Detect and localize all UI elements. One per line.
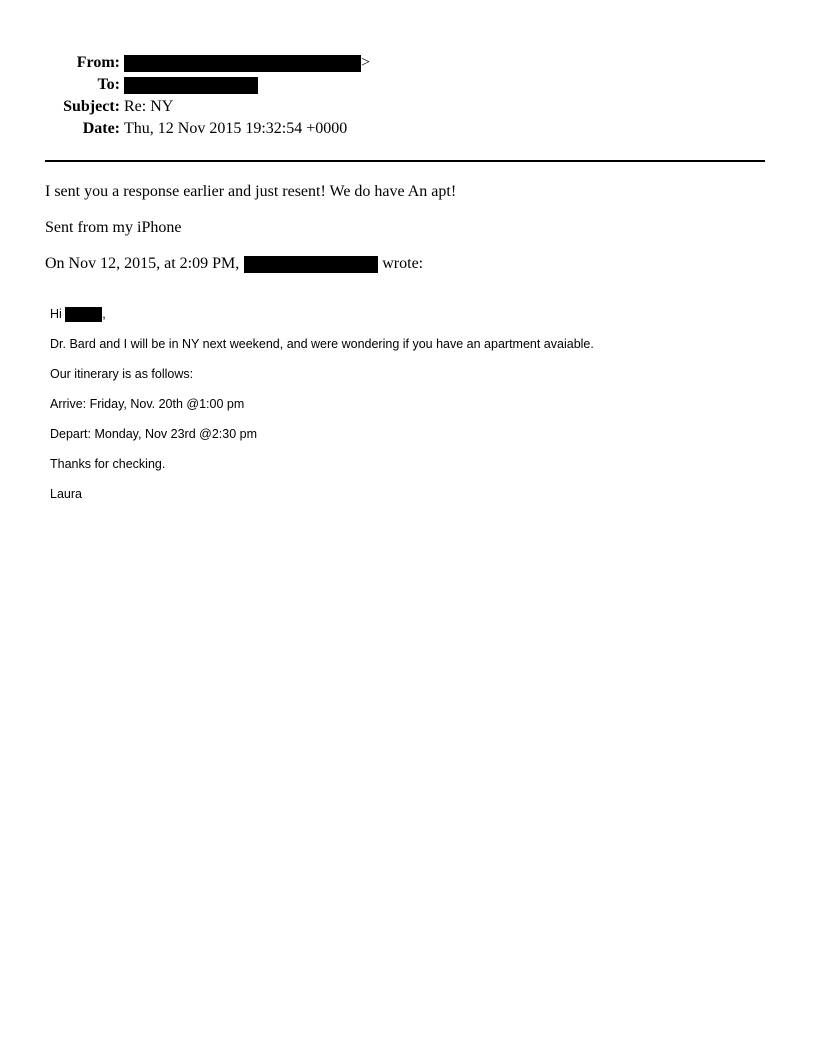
- subject-value: Re: NY: [124, 98, 174, 115]
- quoted-line-2: Our itinerary is as follows:: [50, 367, 194, 381]
- redaction-box: [124, 55, 361, 72]
- date-value: Thu, 12 Nov 2015 19:32:54 +0000: [124, 120, 348, 137]
- from-row: [0, 52, 816, 74]
- to-value: [124, 74, 258, 96]
- greeting-suffix: ,: [102, 307, 106, 321]
- redaction-box: [244, 256, 378, 273]
- header-divider: [45, 160, 765, 162]
- email-header: [0, 52, 816, 140]
- reply-attribution: [45, 254, 423, 274]
- subject-row: [0, 96, 816, 118]
- date-row: [0, 118, 816, 140]
- redaction-box: [65, 307, 102, 322]
- to-label: To:: [97, 76, 120, 93]
- greeting-prefix: Hi: [50, 307, 62, 321]
- quoted-line-5: Thanks for checking.: [50, 457, 166, 471]
- quoted-line-4: Depart: Monday, Nov 23rd @2:30 pm: [50, 427, 258, 441]
- from-suffix: >: [361, 54, 371, 71]
- subject-label: Subject:: [63, 98, 120, 115]
- quoted-greeting: [50, 306, 106, 322]
- quoted-line-1: Dr. Bard and I will be in NY next weekend, and were wondering if you have an apartment avaiable.: [50, 337, 594, 351]
- from-value: [124, 52, 370, 74]
- redaction-box: [124, 77, 258, 94]
- quoted-signature: Laura: [50, 487, 82, 501]
- attribution-prefix: On Nov 12, 2015, at 2:09 PM,: [45, 255, 240, 272]
- attribution-suffix: wrote:: [382, 255, 424, 272]
- to-row: [0, 74, 816, 96]
- quoted-line-3: Arrive: Friday, Nov. 20th @1:00 pm: [50, 397, 245, 411]
- reply-line-1: I sent you a response earlier and just resent! We do have An apt!: [45, 183, 457, 200]
- reply-line-2: Sent from my iPhone: [45, 219, 182, 236]
- from-label: From:: [76, 54, 120, 71]
- date-label: Date:: [82, 120, 120, 137]
